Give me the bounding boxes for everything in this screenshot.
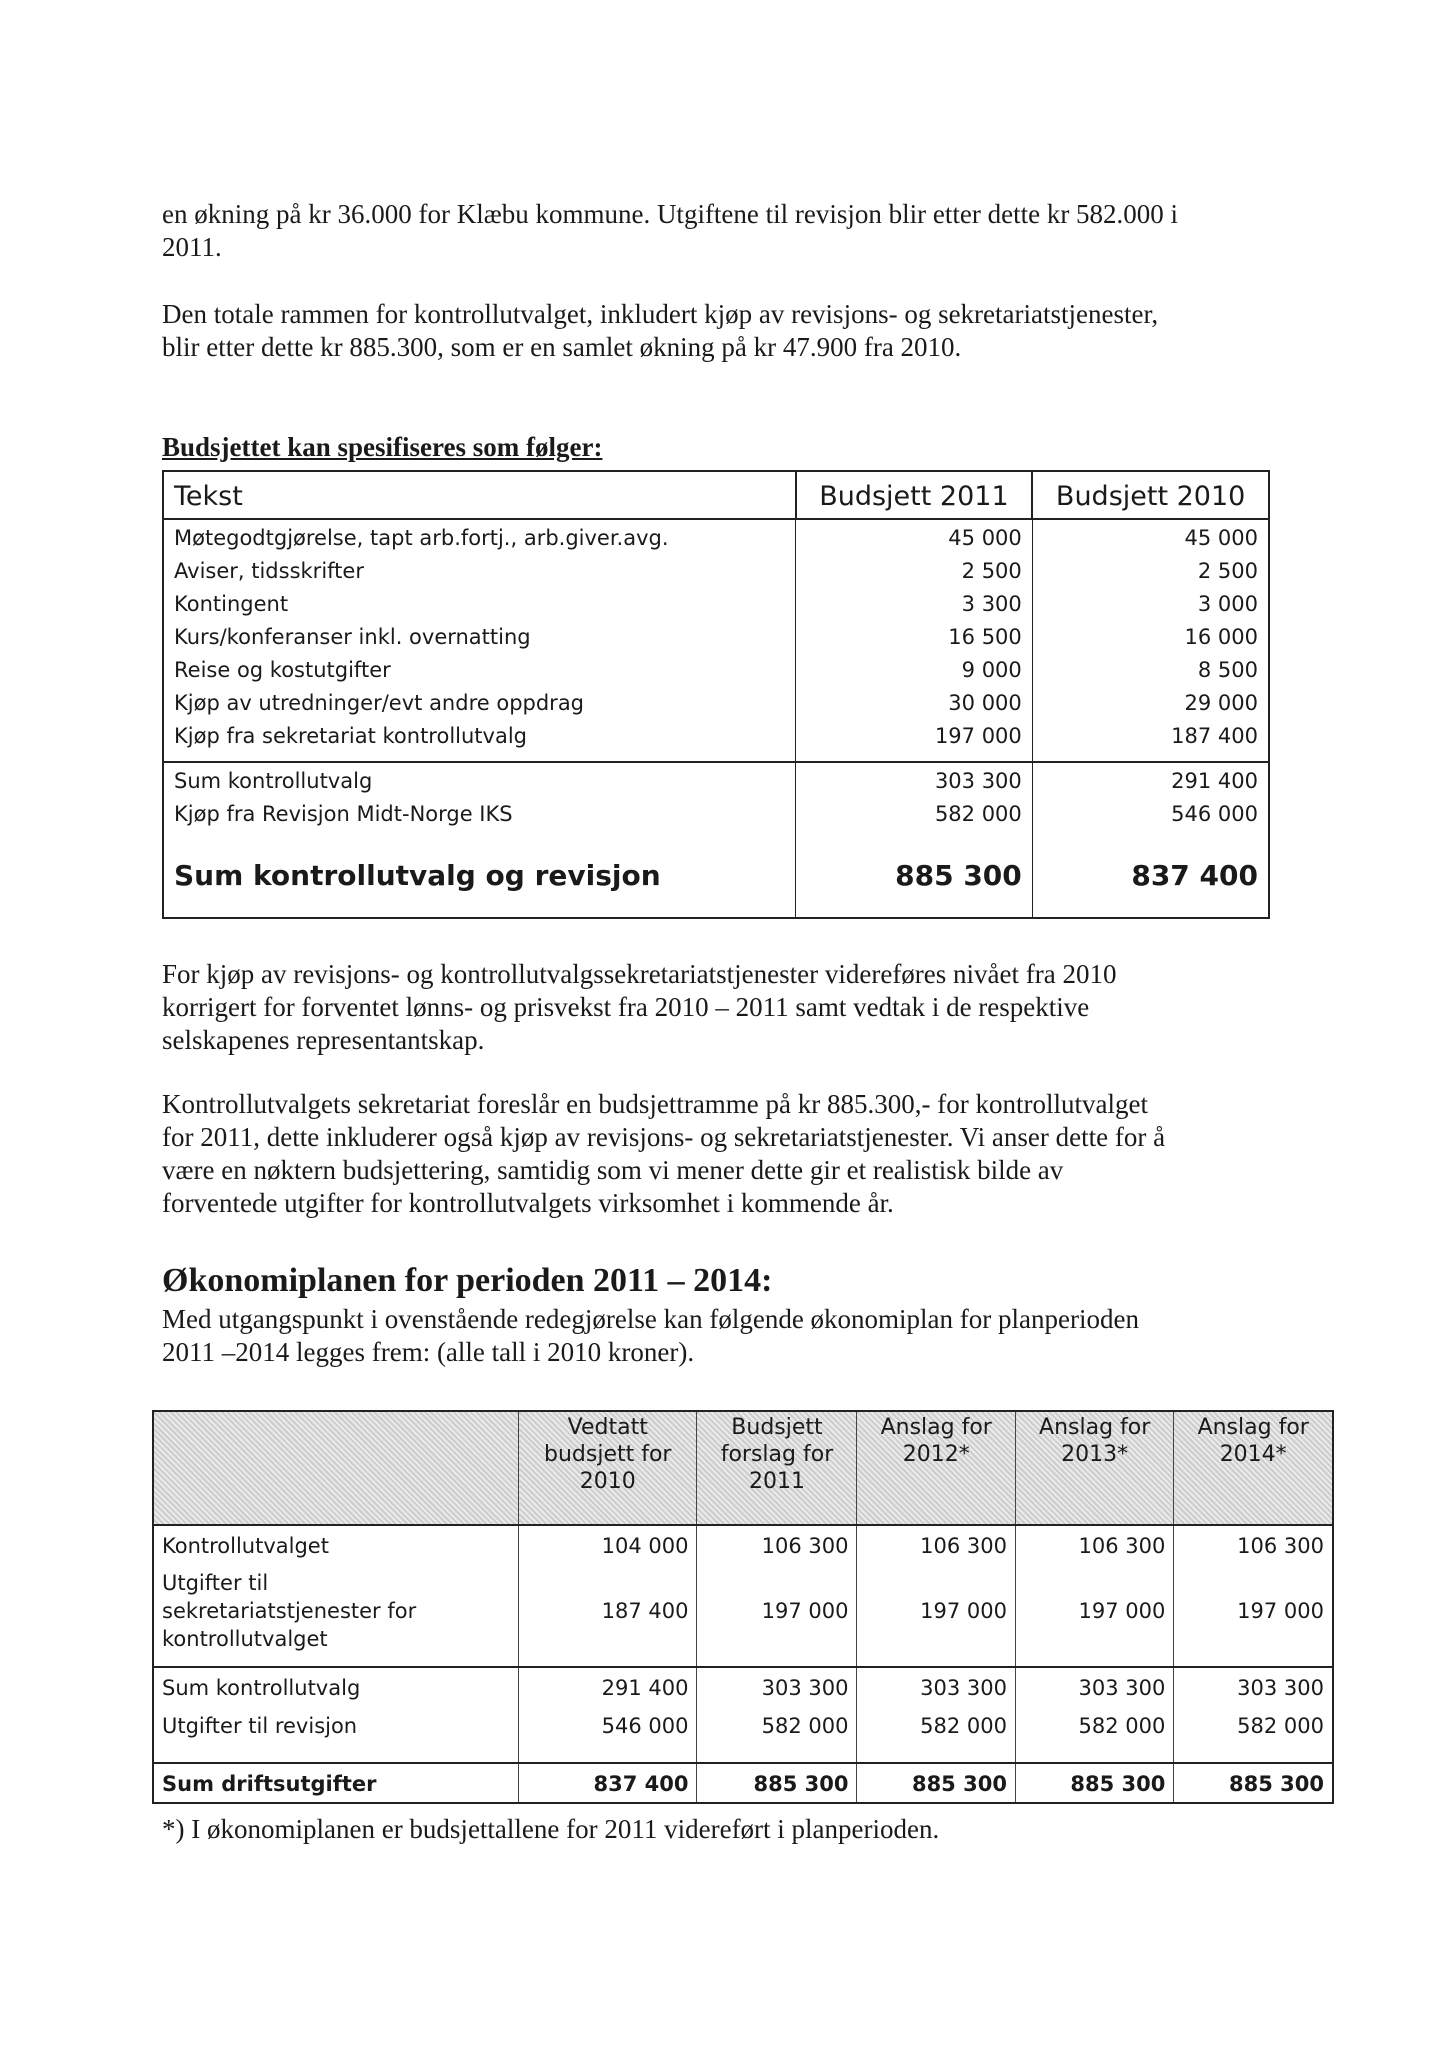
total-2013: 885 300 bbox=[1015, 1763, 1173, 1803]
value-2011: 106 300 bbox=[697, 1525, 857, 1564]
sum-value-2010: 291 400 bbox=[1032, 762, 1269, 796]
value-2010: 187 400 bbox=[519, 1564, 697, 1656]
value-2014: 582 000 bbox=[1174, 1706, 1333, 1744]
table-row bbox=[163, 553, 1269, 586]
table-row bbox=[163, 762, 1269, 796]
plan-header-2012: Anslag for 2012* bbox=[857, 1411, 1015, 1525]
budget-header-row bbox=[163, 471, 1269, 519]
budget-total-row bbox=[163, 857, 1269, 918]
row-value-2011: 16 500 bbox=[796, 619, 1033, 652]
value-2012: 197 000 bbox=[857, 1564, 1015, 1656]
value-2012: 582 000 bbox=[857, 1706, 1015, 1744]
plan-header-2013: Anslag for 2013* bbox=[1015, 1411, 1173, 1525]
row-value-2011: 45 000 bbox=[796, 519, 1033, 553]
table-row bbox=[153, 1525, 1333, 1564]
budget-header-2011: Budsjett 2011 bbox=[796, 471, 1033, 519]
table-row bbox=[163, 652, 1269, 685]
spacer-row bbox=[153, 1744, 1333, 1763]
spacer-row bbox=[163, 829, 1269, 857]
row-label: Kurs/konferanser inkl. overnatting bbox=[163, 619, 796, 652]
row-value-2011: 3 300 bbox=[796, 586, 1033, 619]
sum-row-label: Kjøp fra Revisjon Midt-Norge IKS bbox=[163, 796, 796, 829]
paragraph-continuation: For kjøp av revisjons- og kontrollutvalgssekretariatstjenester videreføres nivået fra 2010 korrigert for forventet lønns- og prisvekst fra 2010 – 2011 samt vedtak i de respektive selskapenes representantskap. bbox=[162, 959, 1117, 1055]
total-2014: 885 300 bbox=[1174, 1763, 1333, 1803]
row-value-2010: 2 500 bbox=[1197, 558, 1258, 583]
table-row bbox=[153, 1667, 1333, 1706]
sum-value-2010: 546 000 bbox=[1171, 801, 1258, 826]
row-value-2010: 45 000 bbox=[1184, 525, 1258, 550]
row-label: Utgifter til sekretariatstjenester for kontrollutvalget bbox=[153, 1564, 519, 1656]
paragraph-klaebu-increase: en økning på kr 36.000 for Klæbu kommune. Utgiftene til revisjon blir etter dette kr 582.000 i 2011. bbox=[162, 199, 1179, 262]
economy-plan-table bbox=[152, 1410, 1334, 1804]
row-value-2011: 197 000 bbox=[796, 718, 1033, 751]
table-row bbox=[163, 685, 1269, 718]
total-2011: 885 300 bbox=[697, 1763, 857, 1803]
total-label: Sum driftsutgifter bbox=[153, 1763, 519, 1803]
sum-row-label: Sum kontrollutvalg bbox=[153, 1667, 519, 1706]
total-label: Sum kontrollutvalg og revisjon bbox=[163, 857, 796, 918]
value-2010: 546 000 bbox=[519, 1706, 697, 1744]
value-2013: 197 000 bbox=[1015, 1564, 1173, 1656]
row-value-2011: 9 000 bbox=[796, 652, 1033, 685]
sum-row-label: Utgifter til revisjon bbox=[153, 1706, 519, 1744]
plan-header-row bbox=[153, 1411, 1333, 1525]
value-2011: 303 300 bbox=[697, 1667, 857, 1706]
value-2014: 106 300 bbox=[1174, 1525, 1333, 1564]
value-2013: 106 300 bbox=[1015, 1525, 1173, 1564]
row-label: Aviser, tidsskrifter bbox=[163, 553, 796, 586]
total-value-2011: 885 300 bbox=[796, 857, 1033, 918]
value-2010: 104 000 bbox=[519, 1525, 697, 1564]
sum-row-label: Sum kontrollutvalg bbox=[163, 762, 796, 796]
budget-caption: Budsjettet kan spesifiseres som følger: bbox=[162, 432, 603, 462]
paragraph-total-frame: Den totale rammen for kontrollutvalget, inkludert kjøp av revisjons- og sekretariatstjenester, blir etter dette kr 885.300, som er en samlet økning på kr 47.900 fra 2010. bbox=[162, 299, 1159, 362]
value-2011: 582 000 bbox=[697, 1706, 857, 1744]
footnote: *) I økonomiplanen er budsjettallene for 2011 videreført i planperioden. bbox=[162, 1814, 940, 1844]
row-label: Kontingent bbox=[163, 586, 796, 619]
sum-value-2011: 303 300 bbox=[796, 762, 1033, 796]
budget-header-text: Tekst bbox=[163, 471, 796, 519]
row-value-2010: 187 400 bbox=[1171, 723, 1258, 748]
value-2012: 303 300 bbox=[857, 1667, 1015, 1706]
table-row bbox=[163, 718, 1269, 751]
budget-table bbox=[162, 470, 1270, 919]
paragraph-proposal: Kontrollutvalgets sekretariat foreslår en budsjettramme på kr 885.300,- for kontrollutvalget for 2011, dette inkluderer også kjøp av revisjons- og sekretariatstjenester. Vi anser dette for å være en nøktern budsjettering, samtidig som vi mener dette gir et realistisk bilde av forventede utgifter for kontrollutvalgets virksomhet i kommende år. bbox=[162, 1089, 1166, 1218]
value-2014: 303 300 bbox=[1174, 1667, 1333, 1706]
value-2014: 197 000 bbox=[1174, 1564, 1333, 1656]
value-2013: 303 300 bbox=[1015, 1667, 1173, 1706]
plan-header-2011: Budsjett forslag for 2011 bbox=[697, 1411, 857, 1525]
plan-intro: Med utgangspunkt i ovenstående redegjørelse kan følgende økonomiplan for planperioden 2011 –2014 legges frem: (alle tall i 2010 kroner). bbox=[162, 1304, 1139, 1367]
value-2010: 291 400 bbox=[519, 1667, 697, 1706]
row-label: Kjøp av utredninger/evt andre oppdrag bbox=[163, 685, 796, 718]
total-2010: 837 400 bbox=[519, 1763, 697, 1803]
total-2012: 885 300 bbox=[857, 1763, 1015, 1803]
row-label: Kjøp fra sekretariat kontrollutvalg bbox=[163, 718, 796, 751]
value-2013: 582 000 bbox=[1015, 1706, 1173, 1744]
row-value-2010: 8 500 bbox=[1197, 657, 1258, 682]
table-row bbox=[153, 1564, 1333, 1656]
table-row bbox=[163, 586, 1269, 619]
row-label: Kontrollutvalget bbox=[153, 1525, 519, 1564]
table-row bbox=[153, 1706, 1333, 1744]
plan-total-row bbox=[153, 1763, 1333, 1803]
total-value-2010: 837 400 bbox=[1131, 859, 1258, 892]
budget-header-2010: Budsjett 2010 bbox=[1032, 471, 1269, 519]
row-value-2011: 30 000 bbox=[796, 685, 1033, 718]
table-row bbox=[163, 619, 1269, 652]
table-row bbox=[163, 519, 1269, 553]
spacer-row bbox=[153, 1656, 1333, 1667]
row-value-2010: 16 000 bbox=[1184, 624, 1258, 649]
sum-value-2011: 582 000 bbox=[796, 796, 1033, 829]
row-value-2011: 2 500 bbox=[796, 553, 1033, 586]
plan-header-2010: Vedtatt budsjett for 2010 bbox=[519, 1411, 697, 1525]
plan-header-empty bbox=[153, 1411, 519, 1525]
plan-heading: Økonomiplanen for perioden 2011 – 2014: bbox=[162, 1262, 773, 1299]
plan-header-2014: Anslag for 2014* bbox=[1174, 1411, 1333, 1525]
value-2011: 197 000 bbox=[697, 1564, 857, 1656]
value-2012: 106 300 bbox=[857, 1525, 1015, 1564]
row-label: Møtegodtgjørelse, tapt arb.fortj., arb.giver.avg. bbox=[163, 519, 796, 553]
spacer-row bbox=[163, 751, 1269, 762]
row-value-2010: 29 000 bbox=[1184, 690, 1258, 715]
row-label: Reise og kostutgifter bbox=[163, 652, 796, 685]
table-row bbox=[163, 796, 1269, 829]
row-value-2010: 3 000 bbox=[1197, 591, 1258, 616]
